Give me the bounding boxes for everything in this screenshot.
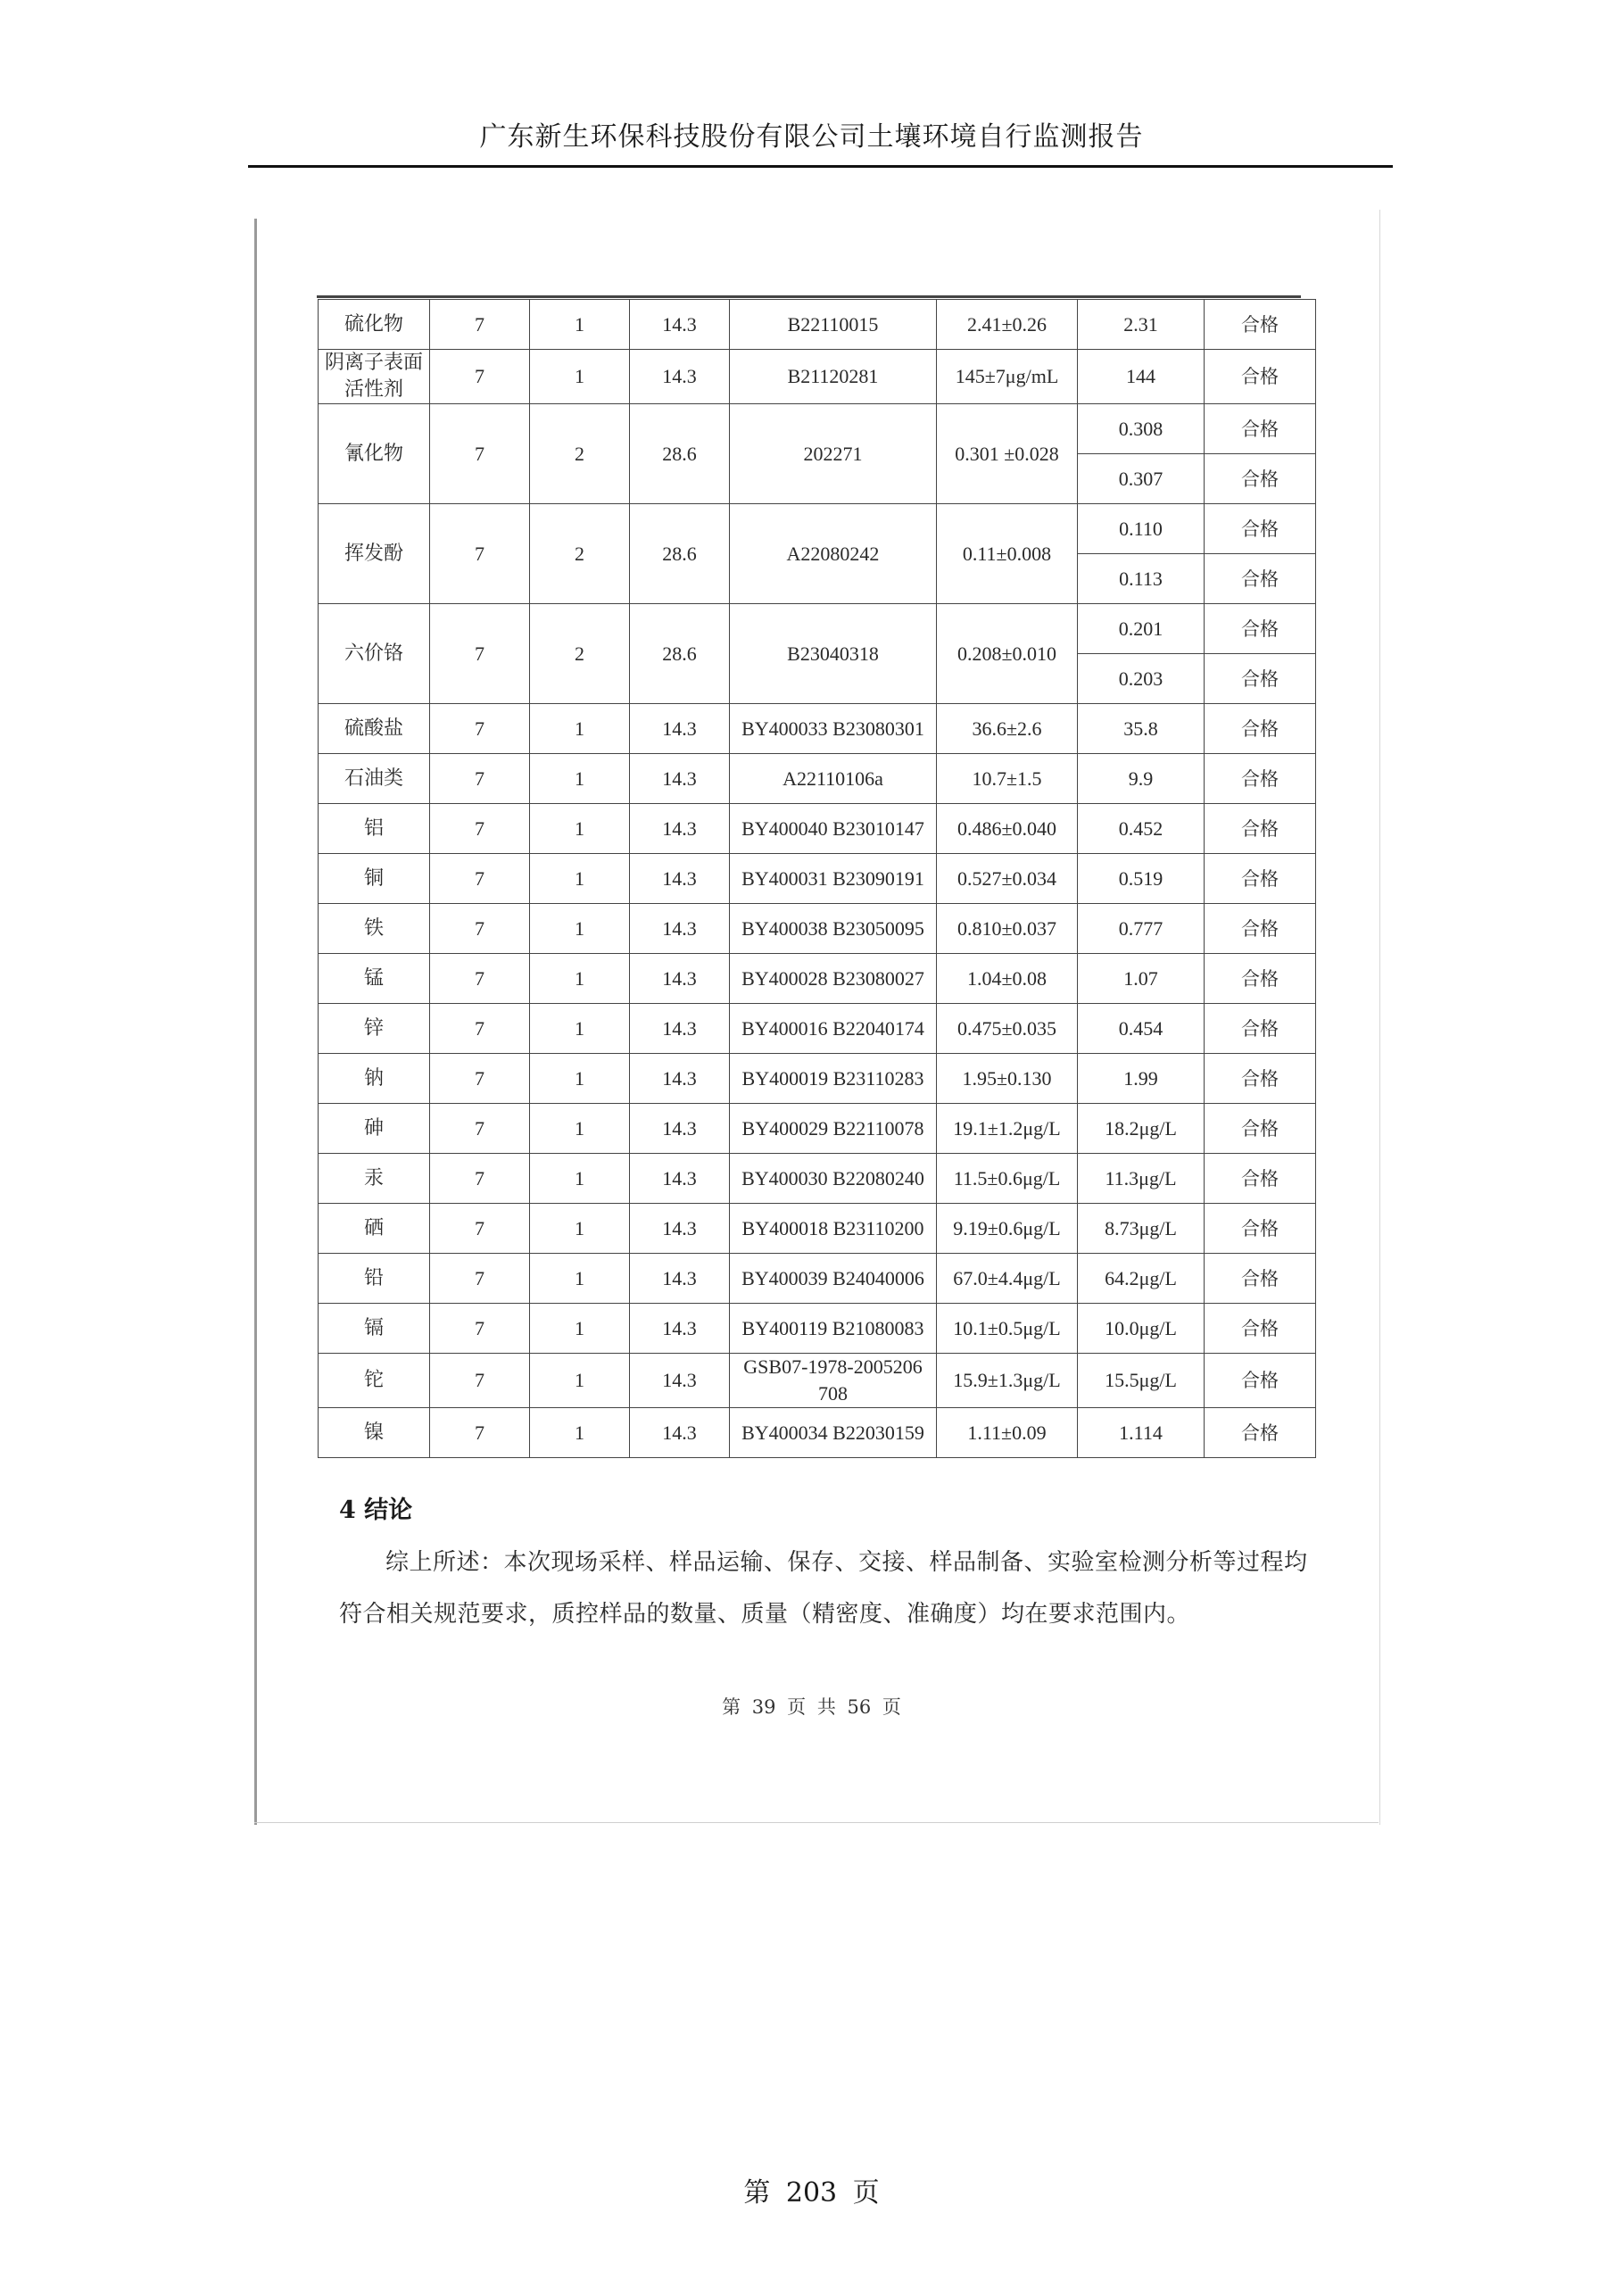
ratio-cell: 14.3: [630, 704, 730, 754]
standard-value-cell: 36.6±2.6: [937, 704, 1078, 754]
header-divider: [248, 165, 1393, 168]
standard-value-cell: 0.475±0.035: [937, 1004, 1078, 1054]
standard-value-cell: 0.11±0.008: [937, 504, 1078, 604]
table-row: [319, 804, 1316, 854]
standard-value-cell: 0.527±0.034: [937, 854, 1078, 904]
verdict-cell: 合格: [1205, 754, 1316, 804]
quality-control-table: [318, 299, 1316, 1458]
sample-number-cell: B22110015: [730, 300, 937, 350]
standard-value-cell: 0.810±0.037: [937, 904, 1078, 954]
count-cell: 1: [530, 300, 630, 350]
sample-number-cell: BY400019 B23110283: [730, 1054, 937, 1104]
sample-number-cell: BY400030 B22080240: [730, 1154, 937, 1204]
table-row: [319, 954, 1316, 1004]
verdict-cell: 合格: [1205, 1304, 1316, 1354]
count-cell: 1: [530, 1304, 630, 1354]
measured-result-cell: 0.113: [1078, 554, 1205, 604]
ratio-cell: 14.3: [630, 1354, 730, 1408]
ratio-cell: 28.6: [630, 504, 730, 604]
standard-value-cell: 9.19±0.6μg/L: [937, 1204, 1078, 1254]
verdict-cell: 合格: [1205, 654, 1316, 704]
sample-number-cell: BY400040 B23010147: [730, 804, 937, 854]
sample-number-cell: BY400033 B23080301: [730, 704, 937, 754]
verdict-cell: 合格: [1205, 1004, 1316, 1054]
count-cell: 1: [530, 804, 630, 854]
table-row: [319, 1354, 1316, 1408]
measured-result-cell: 144: [1078, 350, 1205, 404]
measured-result-cell: 9.9: [1078, 754, 1205, 804]
ratio-cell: 14.3: [630, 1054, 730, 1104]
scanned-page-left-edge: [254, 219, 257, 1825]
inner-page-number: 第 39 页 共 56 页: [722, 1696, 901, 1718]
ratio-cell: 14.3: [630, 350, 730, 404]
verdict-cell: 合格: [1205, 1408, 1316, 1458]
measured-result-cell: 0.110: [1078, 504, 1205, 554]
measured-result-cell: 2.31: [1078, 300, 1205, 350]
verdict-cell: 合格: [1205, 1354, 1316, 1408]
item-cell: 六价铬: [319, 604, 430, 704]
table-row: [319, 350, 1316, 404]
ratio-cell: 28.6: [630, 404, 730, 504]
total-cell: 7: [430, 1304, 530, 1354]
item-cell: 铝: [319, 804, 430, 854]
sample-number-cell: BY400039 B24040006: [730, 1254, 937, 1304]
table-row: [319, 704, 1316, 754]
table-row: [319, 854, 1316, 904]
conclusion-body: 综上所述：本次现场采样、样品运输、保存、交接、样品制备、实验室检测分析等过程均符合相关规范要求，质控样品的数量、质量（精密度、准确度）均在要求范围内。: [339, 1549, 1308, 1628]
count-cell: 1: [530, 1254, 630, 1304]
sample-number-cell: B23040318: [730, 604, 937, 704]
ratio-cell: 14.3: [630, 754, 730, 804]
total-cell: 7: [430, 404, 530, 504]
verdict-cell: 合格: [1205, 1054, 1316, 1104]
verdict-cell: 合格: [1205, 1204, 1316, 1254]
count-cell: 1: [530, 1054, 630, 1104]
ratio-cell: 14.3: [630, 854, 730, 904]
item-cell: 镉: [319, 1304, 430, 1354]
standard-value-cell: 19.1±1.2μg/L: [937, 1104, 1078, 1154]
scanned-page-bottom-edge: [254, 1822, 1379, 1823]
total-cell: 7: [430, 804, 530, 854]
measured-result-cell: 0.452: [1078, 804, 1205, 854]
table-row: [319, 1154, 1316, 1204]
total-cell: 7: [430, 1054, 530, 1104]
count-cell: 2: [530, 604, 630, 704]
measured-result-cell: 0.519: [1078, 854, 1205, 904]
item-cell: 铊: [319, 1354, 430, 1408]
table-row: [319, 1204, 1316, 1254]
item-cell: 氰化物: [319, 404, 430, 504]
measured-result-cell: 15.5μg/L: [1078, 1354, 1205, 1408]
verdict-cell: 合格: [1205, 904, 1316, 954]
sample-number-cell: BY400031 B23090191: [730, 854, 937, 904]
total-cell: 7: [430, 1004, 530, 1054]
ratio-cell: 14.3: [630, 804, 730, 854]
scanned-page-top-edge: [317, 295, 1301, 298]
verdict-cell: 合格: [1205, 504, 1316, 554]
table-row: [319, 604, 1316, 654]
conclusion-heading: 4 结论: [339, 1496, 413, 1524]
verdict-cell: 合格: [1205, 604, 1316, 654]
standard-value-cell: 1.11±0.09: [937, 1408, 1078, 1458]
count-cell: 1: [530, 704, 630, 754]
total-cell: 7: [430, 350, 530, 404]
ratio-cell: 14.3: [630, 1004, 730, 1054]
ratio-cell: 14.3: [630, 300, 730, 350]
item-cell: 铅: [319, 1254, 430, 1304]
item-cell: 钠: [319, 1054, 430, 1104]
table-row: [319, 904, 1316, 954]
total-cell: 7: [430, 854, 530, 904]
count-cell: 1: [530, 1354, 630, 1408]
count-cell: 1: [530, 1004, 630, 1054]
verdict-cell: 合格: [1205, 404, 1316, 454]
measured-result-cell: 11.3μg/L: [1078, 1154, 1205, 1204]
total-cell: 7: [430, 1254, 530, 1304]
count-cell: 2: [530, 404, 630, 504]
measured-result-cell: 8.73μg/L: [1078, 1204, 1205, 1254]
table-row: [319, 300, 1316, 350]
sample-number-cell: B21120281: [730, 350, 937, 404]
count-cell: 1: [530, 1154, 630, 1204]
ratio-cell: 14.3: [630, 904, 730, 954]
report-header-title: 广东新生环保科技股份有限公司土壤环境自行监测报告: [479, 121, 1144, 153]
measured-result-cell: 1.99: [1078, 1054, 1205, 1104]
standard-value-cell: 2.41±0.26: [937, 300, 1078, 350]
total-cell: 7: [430, 704, 530, 754]
total-cell: 7: [430, 1204, 530, 1254]
standard-value-cell: 0.301 ±0.028: [937, 404, 1078, 504]
scanned-page-right-edge: [1379, 210, 1380, 1825]
verdict-cell: 合格: [1205, 350, 1316, 404]
total-cell: 7: [430, 1408, 530, 1458]
measured-result-cell: 0.308: [1078, 404, 1205, 454]
measured-result-cell: 10.0μg/L: [1078, 1304, 1205, 1354]
measured-result-cell: 64.2μg/L: [1078, 1254, 1205, 1304]
measured-result-cell: 18.2μg/L: [1078, 1104, 1205, 1154]
item-cell: 硫化物: [319, 300, 430, 350]
verdict-cell: 合格: [1205, 804, 1316, 854]
item-cell: 阴离子表面活性剂: [319, 350, 430, 404]
table-row: [319, 504, 1316, 554]
ratio-cell: 14.3: [630, 1408, 730, 1458]
verdict-cell: 合格: [1205, 1104, 1316, 1154]
sample-number-cell: A22110106a: [730, 754, 937, 804]
table-row: [319, 404, 1316, 454]
measured-result-cell: 35.8: [1078, 704, 1205, 754]
verdict-cell: 合格: [1205, 554, 1316, 604]
sample-number-cell: BY400034 B22030159: [730, 1408, 937, 1458]
verdict-cell: 合格: [1205, 954, 1316, 1004]
measured-result-cell: 0.203: [1078, 654, 1205, 704]
count-cell: 1: [530, 350, 630, 404]
sample-number-cell: 202271: [730, 404, 937, 504]
sample-number-cell: GSB07-1978-2005206 708: [730, 1354, 937, 1408]
standard-value-cell: 10.7±1.5: [937, 754, 1078, 804]
item-cell: 锌: [319, 1004, 430, 1054]
standard-value-cell: 67.0±4.4μg/L: [937, 1254, 1078, 1304]
count-cell: 1: [530, 754, 630, 804]
measured-result-cell: 0.454: [1078, 1004, 1205, 1054]
total-cell: 7: [430, 504, 530, 604]
count-cell: 1: [530, 1408, 630, 1458]
sample-number-cell: A22080242: [730, 504, 937, 604]
table-row: [319, 754, 1316, 804]
count-cell: 1: [530, 954, 630, 1004]
ratio-cell: 14.3: [630, 1154, 730, 1204]
sample-number-cell: BY400018 B23110200: [730, 1204, 937, 1254]
total-cell: 7: [430, 754, 530, 804]
total-cell: 7: [430, 1154, 530, 1204]
total-cell: 7: [430, 904, 530, 954]
total-cell: 7: [430, 1354, 530, 1408]
count-cell: 1: [530, 904, 630, 954]
standard-value-cell: 0.208±0.010: [937, 604, 1078, 704]
item-cell: 挥发酚: [319, 504, 430, 604]
ratio-cell: 28.6: [630, 604, 730, 704]
standard-value-cell: 10.1±0.5μg/L: [937, 1304, 1078, 1354]
measured-result-cell: 0.307: [1078, 454, 1205, 504]
standard-value-cell: 1.04±0.08: [937, 954, 1078, 1004]
item-cell: 铁: [319, 904, 430, 954]
item-cell: 硒: [319, 1204, 430, 1254]
standard-value-cell: 15.9±1.3μg/L: [937, 1354, 1078, 1408]
standard-value-cell: 145±7μg/mL: [937, 350, 1078, 404]
verdict-cell: 合格: [1205, 1154, 1316, 1204]
sample-number-cell: BY400016 B22040174: [730, 1004, 937, 1054]
measured-result-cell: 0.201: [1078, 604, 1205, 654]
item-cell: 锰: [319, 954, 430, 1004]
sample-number-cell: BY400028 B23080027: [730, 954, 937, 1004]
table-row: [319, 1104, 1316, 1154]
table-row: [319, 1304, 1316, 1354]
measured-result-cell: 0.777: [1078, 904, 1205, 954]
table-body: [319, 300, 1316, 1458]
sample-number-cell: BY400029 B22110078: [730, 1104, 937, 1154]
count-cell: 1: [530, 1104, 630, 1154]
total-cell: 7: [430, 604, 530, 704]
item-cell: 砷: [319, 1104, 430, 1154]
count-cell: 1: [530, 854, 630, 904]
verdict-cell: 合格: [1205, 300, 1316, 350]
standard-value-cell: 0.486±0.040: [937, 804, 1078, 854]
standard-value-cell: 1.95±0.130: [937, 1054, 1078, 1104]
ratio-cell: 14.3: [630, 1204, 730, 1254]
outer-page-number: 第 203 页: [743, 2177, 880, 2209]
item-cell: 铜: [319, 854, 430, 904]
verdict-cell: 合格: [1205, 1254, 1316, 1304]
item-cell: 石油类: [319, 754, 430, 804]
verdict-cell: 合格: [1205, 704, 1316, 754]
standard-value-cell: 11.5±0.6μg/L: [937, 1154, 1078, 1204]
item-cell: 硫酸盐: [319, 704, 430, 754]
count-cell: 1: [530, 1204, 630, 1254]
ratio-cell: 14.3: [630, 1304, 730, 1354]
verdict-cell: 合格: [1205, 454, 1316, 504]
ratio-cell: 14.3: [630, 1104, 730, 1154]
measured-result-cell: 1.07: [1078, 954, 1205, 1004]
total-cell: 7: [430, 300, 530, 350]
table-row: [319, 1254, 1316, 1304]
count-cell: 2: [530, 504, 630, 604]
item-cell: 汞: [319, 1154, 430, 1204]
verdict-cell: 合格: [1205, 854, 1316, 904]
table-row: [319, 1054, 1316, 1104]
measured-result-cell: 1.114: [1078, 1408, 1205, 1458]
total-cell: 7: [430, 954, 530, 1004]
table-row: [319, 1004, 1316, 1054]
item-cell: 镍: [319, 1408, 430, 1458]
sample-number-cell: BY400119 B21080083: [730, 1304, 937, 1354]
sample-number-cell: BY400038 B23050095: [730, 904, 937, 954]
table-row: [319, 1408, 1316, 1458]
total-cell: 7: [430, 1104, 530, 1154]
ratio-cell: 14.3: [630, 954, 730, 1004]
ratio-cell: 14.3: [630, 1254, 730, 1304]
